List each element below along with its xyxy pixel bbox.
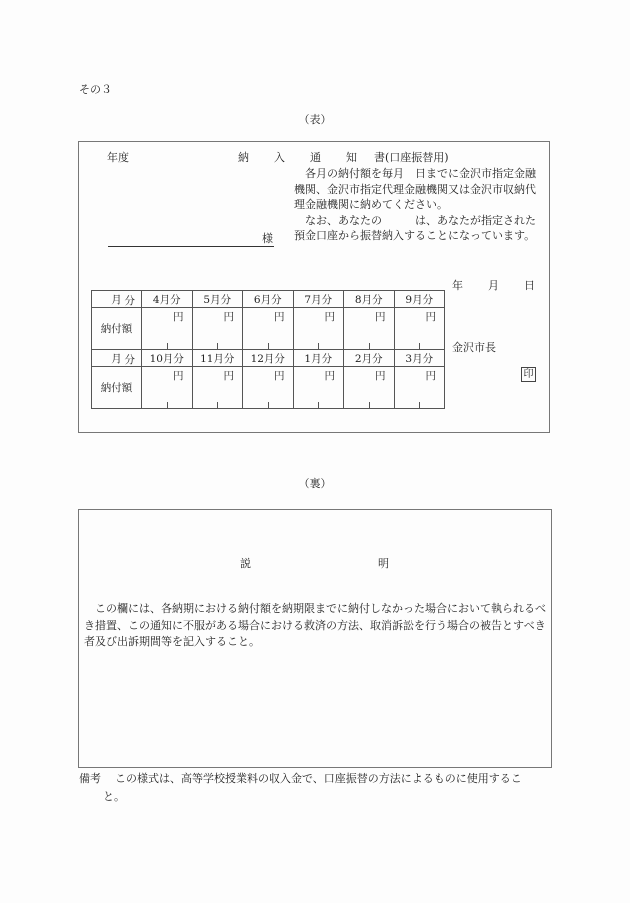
amount-row-first-half	[92, 308, 445, 350]
date-day: 日	[524, 279, 535, 292]
heading-char: 明	[378, 557, 389, 570]
yen-unit: 円	[274, 370, 285, 382]
amount-cell	[293, 367, 344, 409]
issuer-name: 金沢市長	[452, 341, 496, 354]
yen-unit: 円	[223, 370, 234, 382]
amount-cell	[394, 367, 445, 409]
amount-cell	[394, 308, 445, 350]
month-header: 11月分	[192, 350, 243, 367]
month-row-label: 月 分	[92, 291, 142, 308]
month-header: 8月分	[344, 291, 395, 308]
front-side-label: （表）	[298, 113, 332, 126]
amount-cell	[192, 367, 243, 409]
yen-unit: 円	[375, 311, 386, 323]
month-header: 4月分	[142, 291, 193, 308]
explanation-heading	[240, 555, 389, 571]
month-header: 1月分	[293, 350, 344, 367]
amount-row-second-half	[92, 367, 445, 409]
amount-row-label: 納付額	[92, 367, 142, 409]
date-month: 月	[488, 279, 499, 292]
month-header: 5月分	[192, 291, 243, 308]
amount-cell	[142, 308, 193, 350]
month-header: 2月分	[344, 350, 395, 367]
payment-schedule-table	[91, 290, 445, 409]
fiscal-year-label: 年度	[107, 151, 129, 164]
back-side-label: （裏）	[298, 477, 332, 490]
notice-paragraph: 各月の納付額を毎月 日までに金沢市指定金融機関、金沢市指定代理金融機関又は金沢市収納代理金融機関に納めてください。	[294, 167, 536, 211]
seal-mark: 印	[521, 367, 536, 382]
form-number: その３	[79, 83, 112, 96]
title-char: 書(口座振替用)	[374, 151, 449, 164]
month-header: 6月分	[243, 291, 294, 308]
title-char: 入	[274, 151, 285, 164]
month-header-row-second-half	[92, 350, 445, 367]
addressee-name-line	[108, 246, 274, 247]
explanation-paragraph: この欄には、各納期における納付額を納期限までに納付しなかった場合において執られるべき措置、この通知に不服がある場合における救済の方法、取消訴訟を行う場合の被告とすべき者及び出訴期間等を記入すること。	[84, 602, 546, 648]
title-char: 知	[346, 151, 357, 164]
amount-cell	[142, 367, 193, 409]
yen-unit: 円	[425, 311, 436, 323]
yen-unit: 円	[375, 370, 386, 382]
notice-text	[294, 166, 544, 244]
month-header-row-first-half	[92, 291, 445, 308]
issue-date	[452, 277, 535, 293]
month-header: 7月分	[293, 291, 344, 308]
month-header: 12月分	[243, 350, 294, 367]
addressee-honorific: 様	[262, 232, 273, 245]
amount-cell	[243, 367, 294, 409]
notice-paragraph: なお、あなたの は、あなたが指定された預金口座から振替納入することになっています。	[294, 213, 536, 242]
month-row-label: 月 分	[92, 350, 142, 367]
remarks-text-line1: この様式は、高等学校授業料の収入金で、口座振替の方法によるものに使用するこ	[115, 772, 522, 785]
amount-cell	[243, 308, 294, 350]
month-header: 3月分	[394, 350, 445, 367]
document-title	[238, 149, 449, 165]
date-year: 年	[452, 279, 463, 292]
explanation-text	[84, 601, 550, 651]
amount-cell	[293, 308, 344, 350]
remarks-label: 備考	[79, 772, 101, 785]
yen-unit: 円	[173, 311, 184, 323]
title-char: 通	[310, 151, 321, 164]
title-char: 納	[238, 151, 249, 164]
amount-row-label: 納付額	[92, 308, 142, 350]
month-header: 10月分	[142, 350, 193, 367]
yen-unit: 円	[324, 311, 335, 323]
yen-unit: 円	[223, 311, 234, 323]
amount-cell	[344, 308, 395, 350]
yen-unit: 円	[173, 370, 184, 382]
heading-char: 説	[240, 557, 251, 570]
amount-cell	[192, 308, 243, 350]
month-header: 9月分	[394, 291, 445, 308]
yen-unit: 円	[425, 370, 436, 382]
remarks	[79, 770, 554, 806]
amount-cell	[344, 367, 395, 409]
remarks-text-line2: と。	[103, 790, 125, 803]
yen-unit: 円	[274, 311, 285, 323]
yen-unit: 円	[324, 370, 335, 382]
